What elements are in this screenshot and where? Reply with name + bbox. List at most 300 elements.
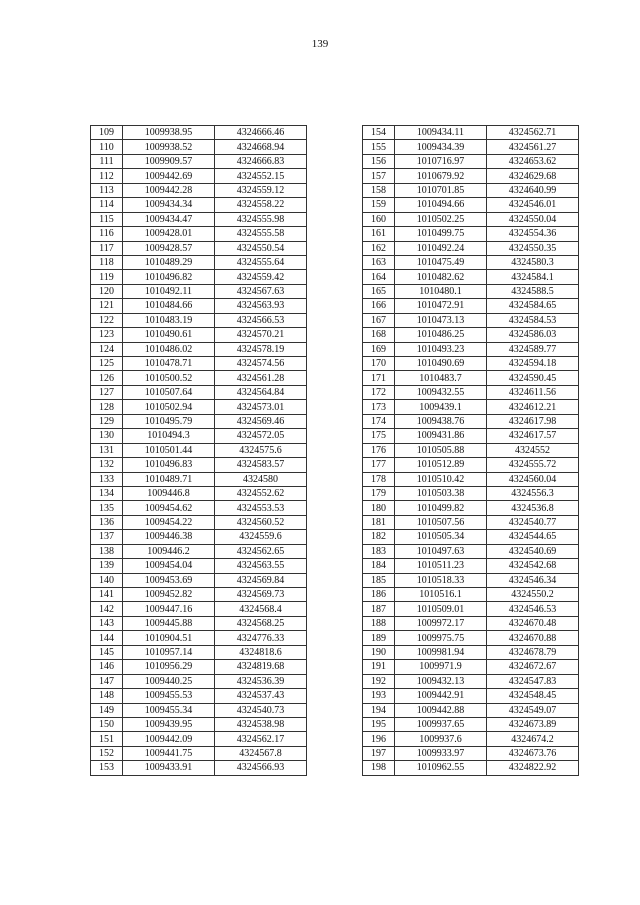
point-number-cell: 194 bbox=[363, 703, 395, 717]
point-number-cell: 144 bbox=[91, 631, 123, 645]
y-coordinate-cell: 4324559.6 bbox=[215, 530, 307, 544]
point-number-cell: 158 bbox=[363, 183, 395, 197]
coordinate-table-right bbox=[362, 125, 579, 776]
point-number-cell: 149 bbox=[91, 703, 123, 717]
point-number-cell: 154 bbox=[363, 126, 395, 140]
point-number-cell: 155 bbox=[363, 140, 395, 154]
table-row bbox=[91, 717, 307, 731]
point-number-cell: 157 bbox=[363, 169, 395, 183]
y-coordinate-cell: 4324584.65 bbox=[487, 299, 579, 313]
point-number-cell: 193 bbox=[363, 689, 395, 703]
table-row bbox=[363, 241, 579, 255]
y-coordinate-cell: 4324563.55 bbox=[215, 559, 307, 573]
table-row bbox=[91, 559, 307, 573]
x-coordinate-cell: 1010502.25 bbox=[395, 212, 487, 226]
table-row bbox=[363, 472, 579, 486]
point-number-cell: 161 bbox=[363, 227, 395, 241]
y-coordinate-cell: 4324590.45 bbox=[487, 371, 579, 385]
point-number-cell: 115 bbox=[91, 212, 123, 226]
x-coordinate-cell: 1010957.14 bbox=[123, 645, 215, 659]
point-number-cell: 113 bbox=[91, 183, 123, 197]
x-coordinate-cell: 1009937.65 bbox=[395, 717, 487, 731]
y-coordinate-cell: 4324594.18 bbox=[487, 357, 579, 371]
point-number-cell: 134 bbox=[91, 486, 123, 500]
y-coordinate-cell: 4324640.99 bbox=[487, 183, 579, 197]
point-number-cell: 188 bbox=[363, 616, 395, 630]
x-coordinate-cell: 1009446.2 bbox=[123, 544, 215, 558]
y-coordinate-cell: 4324670.88 bbox=[487, 631, 579, 645]
y-coordinate-cell: 4324678.79 bbox=[487, 645, 579, 659]
y-coordinate-cell: 4324544.65 bbox=[487, 530, 579, 544]
point-number-cell: 180 bbox=[363, 501, 395, 515]
table-row bbox=[91, 198, 307, 212]
point-number-cell: 196 bbox=[363, 732, 395, 746]
point-number-cell: 139 bbox=[91, 559, 123, 573]
x-coordinate-cell: 1009442.28 bbox=[123, 183, 215, 197]
table-row bbox=[91, 227, 307, 241]
point-number-cell: 178 bbox=[363, 472, 395, 486]
x-coordinate-cell: 1009434.39 bbox=[395, 140, 487, 154]
table-row bbox=[363, 126, 579, 140]
table-row bbox=[363, 313, 579, 327]
table-row bbox=[363, 559, 579, 573]
y-coordinate-cell: 4324574.56 bbox=[215, 357, 307, 371]
y-coordinate-cell: 4324538.98 bbox=[215, 717, 307, 731]
table-row bbox=[91, 126, 307, 140]
y-coordinate-cell: 4324589.77 bbox=[487, 342, 579, 356]
y-coordinate-cell: 4324552.15 bbox=[215, 169, 307, 183]
y-coordinate-cell: 4324653.62 bbox=[487, 154, 579, 168]
table-row bbox=[91, 616, 307, 630]
y-coordinate-cell: 4324776.33 bbox=[215, 631, 307, 645]
point-number-cell: 123 bbox=[91, 328, 123, 342]
x-coordinate-cell: 1009432.13 bbox=[395, 674, 487, 688]
y-coordinate-cell: 4324673.89 bbox=[487, 717, 579, 731]
table-row bbox=[363, 486, 579, 500]
table-row bbox=[91, 429, 307, 443]
table-row bbox=[91, 761, 307, 775]
y-coordinate-cell: 4324564.84 bbox=[215, 385, 307, 399]
point-number-cell: 116 bbox=[91, 227, 123, 241]
x-coordinate-cell: 1010503.38 bbox=[395, 486, 487, 500]
x-coordinate-cell: 1010475.49 bbox=[395, 255, 487, 269]
point-number-cell: 145 bbox=[91, 645, 123, 659]
y-coordinate-cell: 4324584.1 bbox=[487, 270, 579, 284]
point-number-cell: 182 bbox=[363, 530, 395, 544]
table-row bbox=[363, 183, 579, 197]
table-row bbox=[91, 746, 307, 760]
table-row bbox=[91, 631, 307, 645]
x-coordinate-cell: 1009909.57 bbox=[123, 154, 215, 168]
point-number-cell: 137 bbox=[91, 530, 123, 544]
point-number-cell: 166 bbox=[363, 299, 395, 313]
x-coordinate-cell: 1010509.01 bbox=[395, 602, 487, 616]
table-row bbox=[363, 501, 579, 515]
point-number-cell: 136 bbox=[91, 515, 123, 529]
table-row bbox=[91, 371, 307, 385]
y-coordinate-cell: 4324561.27 bbox=[487, 140, 579, 154]
table-row bbox=[91, 515, 307, 529]
y-coordinate-cell: 4324568.4 bbox=[215, 602, 307, 616]
y-coordinate-cell: 4324552 bbox=[487, 443, 579, 457]
y-coordinate-cell: 4324559.42 bbox=[215, 270, 307, 284]
y-coordinate-cell: 4324580 bbox=[215, 472, 307, 486]
x-coordinate-cell: 1009446.8 bbox=[123, 486, 215, 500]
y-coordinate-cell: 4324550.2 bbox=[487, 588, 579, 602]
y-coordinate-cell: 4324553.53 bbox=[215, 501, 307, 515]
table-row bbox=[363, 573, 579, 587]
x-coordinate-cell: 1009442.69 bbox=[123, 169, 215, 183]
table-row bbox=[363, 761, 579, 775]
y-coordinate-cell: 4324670.48 bbox=[487, 616, 579, 630]
point-number-cell: 112 bbox=[91, 169, 123, 183]
table-row bbox=[363, 602, 579, 616]
x-coordinate-cell: 1009454.04 bbox=[123, 559, 215, 573]
x-coordinate-cell: 1010473.13 bbox=[395, 313, 487, 327]
point-number-cell: 177 bbox=[363, 458, 395, 472]
table-row bbox=[363, 385, 579, 399]
table-row bbox=[91, 385, 307, 399]
table-row bbox=[363, 616, 579, 630]
y-coordinate-cell: 4324818.6 bbox=[215, 645, 307, 659]
table-row bbox=[363, 588, 579, 602]
y-coordinate-cell: 4324555.58 bbox=[215, 227, 307, 241]
table-row bbox=[91, 602, 307, 616]
x-coordinate-cell: 1009441.75 bbox=[123, 746, 215, 760]
table-row bbox=[91, 313, 307, 327]
x-coordinate-cell: 1010489.71 bbox=[123, 472, 215, 486]
table-row bbox=[363, 660, 579, 674]
y-coordinate-cell: 4324612.21 bbox=[487, 400, 579, 414]
x-coordinate-cell: 1009446.38 bbox=[123, 530, 215, 544]
y-coordinate-cell: 4324666.46 bbox=[215, 126, 307, 140]
x-coordinate-cell: 1010701.85 bbox=[395, 183, 487, 197]
y-coordinate-cell: 4324567.63 bbox=[215, 284, 307, 298]
table-row bbox=[363, 270, 579, 284]
table-row bbox=[91, 169, 307, 183]
x-coordinate-cell: 1010483.7 bbox=[395, 371, 487, 385]
x-coordinate-cell: 1009434.11 bbox=[395, 126, 487, 140]
point-number-cell: 190 bbox=[363, 645, 395, 659]
table-row bbox=[363, 717, 579, 731]
point-number-cell: 186 bbox=[363, 588, 395, 602]
x-coordinate-cell: 1009454.62 bbox=[123, 501, 215, 515]
y-coordinate-cell: 4324555.64 bbox=[215, 255, 307, 269]
x-coordinate-cell: 1009937.6 bbox=[395, 732, 487, 746]
x-coordinate-cell: 1009439.95 bbox=[123, 717, 215, 731]
x-coordinate-cell: 1010505.34 bbox=[395, 530, 487, 544]
x-coordinate-cell: 1010482.62 bbox=[395, 270, 487, 284]
x-coordinate-cell: 1009433.91 bbox=[123, 761, 215, 775]
table-row bbox=[363, 212, 579, 226]
y-coordinate-cell: 4324570.21 bbox=[215, 328, 307, 342]
y-coordinate-cell: 4324568.25 bbox=[215, 616, 307, 630]
table-row bbox=[363, 140, 579, 154]
y-coordinate-cell: 4324562.65 bbox=[215, 544, 307, 558]
point-number-cell: 162 bbox=[363, 241, 395, 255]
x-coordinate-cell: 1010486.02 bbox=[123, 342, 215, 356]
table-row bbox=[91, 530, 307, 544]
y-coordinate-cell: 4324546.01 bbox=[487, 198, 579, 212]
y-coordinate-cell: 4324673.76 bbox=[487, 746, 579, 760]
x-coordinate-cell: 1010904.51 bbox=[123, 631, 215, 645]
point-number-cell: 170 bbox=[363, 357, 395, 371]
x-coordinate-cell: 1010483.19 bbox=[123, 313, 215, 327]
point-number-cell: 181 bbox=[363, 515, 395, 529]
point-number-cell: 118 bbox=[91, 255, 123, 269]
x-coordinate-cell: 1009445.88 bbox=[123, 616, 215, 630]
y-coordinate-cell: 4324560.04 bbox=[487, 472, 579, 486]
table-row bbox=[363, 284, 579, 298]
x-coordinate-cell: 1010496.83 bbox=[123, 458, 215, 472]
table-row bbox=[363, 227, 579, 241]
point-number-cell: 189 bbox=[363, 631, 395, 645]
point-number-cell: 125 bbox=[91, 357, 123, 371]
point-number-cell: 130 bbox=[91, 429, 123, 443]
point-number-cell: 165 bbox=[363, 284, 395, 298]
y-coordinate-cell: 4324550.35 bbox=[487, 241, 579, 255]
x-coordinate-cell: 1010489.29 bbox=[123, 255, 215, 269]
y-coordinate-cell: 4324552.62 bbox=[215, 486, 307, 500]
table-row bbox=[363, 414, 579, 428]
y-coordinate-cell: 4324540.73 bbox=[215, 703, 307, 717]
point-number-cell: 128 bbox=[91, 400, 123, 414]
table-row bbox=[91, 241, 307, 255]
table-row bbox=[363, 674, 579, 688]
x-coordinate-cell: 1010493.23 bbox=[395, 342, 487, 356]
table-row bbox=[91, 255, 307, 269]
x-coordinate-cell: 1010495.79 bbox=[123, 414, 215, 428]
x-coordinate-cell: 1009428.57 bbox=[123, 241, 215, 255]
y-coordinate-cell: 4324566.53 bbox=[215, 313, 307, 327]
y-coordinate-cell: 4324617.57 bbox=[487, 429, 579, 443]
x-coordinate-cell: 1010500.52 bbox=[123, 371, 215, 385]
point-number-cell: 172 bbox=[363, 385, 395, 399]
point-number-cell: 110 bbox=[91, 140, 123, 154]
point-number-cell: 135 bbox=[91, 501, 123, 515]
table-row bbox=[363, 400, 579, 414]
point-number-cell: 111 bbox=[91, 154, 123, 168]
table-row bbox=[91, 342, 307, 356]
point-number-cell: 167 bbox=[363, 313, 395, 327]
y-coordinate-cell: 4324563.93 bbox=[215, 299, 307, 313]
x-coordinate-cell: 1009434.47 bbox=[123, 212, 215, 226]
table-row bbox=[91, 212, 307, 226]
y-coordinate-cell: 4324629.68 bbox=[487, 169, 579, 183]
point-number-cell: 129 bbox=[91, 414, 123, 428]
x-coordinate-cell: 1010480.1 bbox=[395, 284, 487, 298]
x-coordinate-cell: 1010499.75 bbox=[395, 227, 487, 241]
y-coordinate-cell: 4324546.53 bbox=[487, 602, 579, 616]
point-number-cell: 151 bbox=[91, 732, 123, 746]
point-number-cell: 175 bbox=[363, 429, 395, 443]
y-coordinate-cell: 4324536.39 bbox=[215, 674, 307, 688]
point-number-cell: 198 bbox=[363, 761, 395, 775]
point-number-cell: 119 bbox=[91, 270, 123, 284]
table-row bbox=[363, 443, 579, 457]
point-number-cell: 152 bbox=[91, 746, 123, 760]
point-number-cell: 174 bbox=[363, 414, 395, 428]
table-row bbox=[91, 501, 307, 515]
x-coordinate-cell: 1009455.34 bbox=[123, 703, 215, 717]
x-coordinate-cell: 1010507.56 bbox=[395, 515, 487, 529]
table-row bbox=[363, 458, 579, 472]
point-number-cell: 141 bbox=[91, 588, 123, 602]
point-number-cell: 176 bbox=[363, 443, 395, 457]
table-row bbox=[91, 486, 307, 500]
x-coordinate-cell: 1010490.61 bbox=[123, 328, 215, 342]
point-number-cell: 124 bbox=[91, 342, 123, 356]
y-coordinate-cell: 4324583.57 bbox=[215, 458, 307, 472]
y-coordinate-cell: 4324666.83 bbox=[215, 154, 307, 168]
point-number-cell: 127 bbox=[91, 385, 123, 399]
y-coordinate-cell: 4324540.69 bbox=[487, 544, 579, 558]
x-coordinate-cell: 1009938.95 bbox=[123, 126, 215, 140]
x-coordinate-cell: 1009447.16 bbox=[123, 602, 215, 616]
y-coordinate-cell: 4324549.07 bbox=[487, 703, 579, 717]
point-number-cell: 131 bbox=[91, 443, 123, 457]
point-number-cell: 164 bbox=[363, 270, 395, 284]
point-number-cell: 163 bbox=[363, 255, 395, 269]
point-number-cell: 195 bbox=[363, 717, 395, 731]
point-number-cell: 169 bbox=[363, 342, 395, 356]
x-coordinate-cell: 1009428.01 bbox=[123, 227, 215, 241]
x-coordinate-cell: 1010516.1 bbox=[395, 588, 487, 602]
table-row bbox=[363, 515, 579, 529]
table-row bbox=[91, 544, 307, 558]
point-number-cell: 126 bbox=[91, 371, 123, 385]
y-coordinate-cell: 4324584.53 bbox=[487, 313, 579, 327]
point-number-cell: 159 bbox=[363, 198, 395, 212]
table-row bbox=[91, 674, 307, 688]
table-row bbox=[363, 689, 579, 703]
point-number-cell: 143 bbox=[91, 616, 123, 630]
x-coordinate-cell: 1010492.11 bbox=[123, 284, 215, 298]
y-coordinate-cell: 4324550.54 bbox=[215, 241, 307, 255]
table-row bbox=[363, 429, 579, 443]
y-coordinate-cell: 4324569.73 bbox=[215, 588, 307, 602]
x-coordinate-cell: 1010496.82 bbox=[123, 270, 215, 284]
table-row bbox=[363, 530, 579, 544]
point-number-cell: 150 bbox=[91, 717, 123, 731]
y-coordinate-cell: 4324672.67 bbox=[487, 660, 579, 674]
y-coordinate-cell: 4324569.84 bbox=[215, 573, 307, 587]
y-coordinate-cell: 4324559.12 bbox=[215, 183, 307, 197]
x-coordinate-cell: 1010497.63 bbox=[395, 544, 487, 558]
x-coordinate-cell: 1010716.97 bbox=[395, 154, 487, 168]
point-number-cell: 160 bbox=[363, 212, 395, 226]
y-coordinate-cell: 4324536.8 bbox=[487, 501, 579, 515]
x-coordinate-cell: 1010494.66 bbox=[395, 198, 487, 212]
point-number-cell: 183 bbox=[363, 544, 395, 558]
table-row bbox=[91, 458, 307, 472]
table-row bbox=[363, 631, 579, 645]
x-coordinate-cell: 1010679.92 bbox=[395, 169, 487, 183]
point-number-cell: 140 bbox=[91, 573, 123, 587]
point-number-cell: 114 bbox=[91, 198, 123, 212]
y-coordinate-cell: 4324572.05 bbox=[215, 429, 307, 443]
y-coordinate-cell: 4324537.43 bbox=[215, 689, 307, 703]
coordinate-table-left bbox=[90, 125, 307, 776]
point-number-cell: 146 bbox=[91, 660, 123, 674]
point-number-cell: 156 bbox=[363, 154, 395, 168]
point-number-cell: 179 bbox=[363, 486, 395, 500]
y-coordinate-cell: 4324561.28 bbox=[215, 371, 307, 385]
table-row bbox=[363, 544, 579, 558]
y-coordinate-cell: 4324554.36 bbox=[487, 227, 579, 241]
table-row bbox=[91, 645, 307, 659]
point-number-cell: 185 bbox=[363, 573, 395, 587]
table-row bbox=[363, 645, 579, 659]
point-number-cell: 132 bbox=[91, 458, 123, 472]
x-coordinate-cell: 1010518.33 bbox=[395, 573, 487, 587]
point-number-cell: 184 bbox=[363, 559, 395, 573]
table-row bbox=[91, 270, 307, 284]
table-row bbox=[91, 689, 307, 703]
y-coordinate-cell: 4324573.01 bbox=[215, 400, 307, 414]
y-coordinate-cell: 4324586.03 bbox=[487, 328, 579, 342]
table-row bbox=[91, 732, 307, 746]
y-coordinate-cell: 4324560.52 bbox=[215, 515, 307, 529]
table-row bbox=[91, 183, 307, 197]
point-number-cell: 171 bbox=[363, 371, 395, 385]
y-coordinate-cell: 4324588.5 bbox=[487, 284, 579, 298]
x-coordinate-cell: 1010484.66 bbox=[123, 299, 215, 313]
y-coordinate-cell: 4324540.77 bbox=[487, 515, 579, 529]
table-row bbox=[91, 357, 307, 371]
y-coordinate-cell: 4324546.34 bbox=[487, 573, 579, 587]
x-coordinate-cell: 1009438.76 bbox=[395, 414, 487, 428]
table-row bbox=[363, 328, 579, 342]
table-row bbox=[363, 154, 579, 168]
point-number-cell: 117 bbox=[91, 241, 123, 255]
x-coordinate-cell: 1010494.3 bbox=[123, 429, 215, 443]
table-row bbox=[363, 371, 579, 385]
point-number-cell: 133 bbox=[91, 472, 123, 486]
y-coordinate-cell: 4324562.17 bbox=[215, 732, 307, 746]
y-coordinate-cell: 4324575.6 bbox=[215, 443, 307, 457]
x-coordinate-cell: 1010472.91 bbox=[395, 299, 487, 313]
y-coordinate-cell: 4324819.68 bbox=[215, 660, 307, 674]
x-coordinate-cell: 1010507.64 bbox=[123, 385, 215, 399]
x-coordinate-cell: 1010492.24 bbox=[395, 241, 487, 255]
x-coordinate-cell: 1010505.88 bbox=[395, 443, 487, 457]
x-coordinate-cell: 1009981.94 bbox=[395, 645, 487, 659]
point-number-cell: 192 bbox=[363, 674, 395, 688]
x-coordinate-cell: 1010511.23 bbox=[395, 559, 487, 573]
x-coordinate-cell: 1009938.52 bbox=[123, 140, 215, 154]
y-coordinate-cell: 4324569.46 bbox=[215, 414, 307, 428]
table-row bbox=[91, 400, 307, 414]
point-number-cell: 142 bbox=[91, 602, 123, 616]
point-number-cell: 121 bbox=[91, 299, 123, 313]
x-coordinate-cell: 1009455.53 bbox=[123, 689, 215, 703]
point-number-cell: 168 bbox=[363, 328, 395, 342]
y-coordinate-cell: 4324668.94 bbox=[215, 140, 307, 154]
x-coordinate-cell: 1009972.17 bbox=[395, 616, 487, 630]
x-coordinate-cell: 1010490.69 bbox=[395, 357, 487, 371]
x-coordinate-cell: 1010962.55 bbox=[395, 761, 487, 775]
y-coordinate-cell: 4324555.72 bbox=[487, 458, 579, 472]
point-number-cell: 173 bbox=[363, 400, 395, 414]
table-row bbox=[91, 472, 307, 486]
y-coordinate-cell: 4324556.3 bbox=[487, 486, 579, 500]
table-row bbox=[363, 255, 579, 269]
y-coordinate-cell: 4324578.19 bbox=[215, 342, 307, 356]
point-number-cell: 148 bbox=[91, 689, 123, 703]
x-coordinate-cell: 1010501.44 bbox=[123, 443, 215, 457]
y-coordinate-cell: 4324547.83 bbox=[487, 674, 579, 688]
